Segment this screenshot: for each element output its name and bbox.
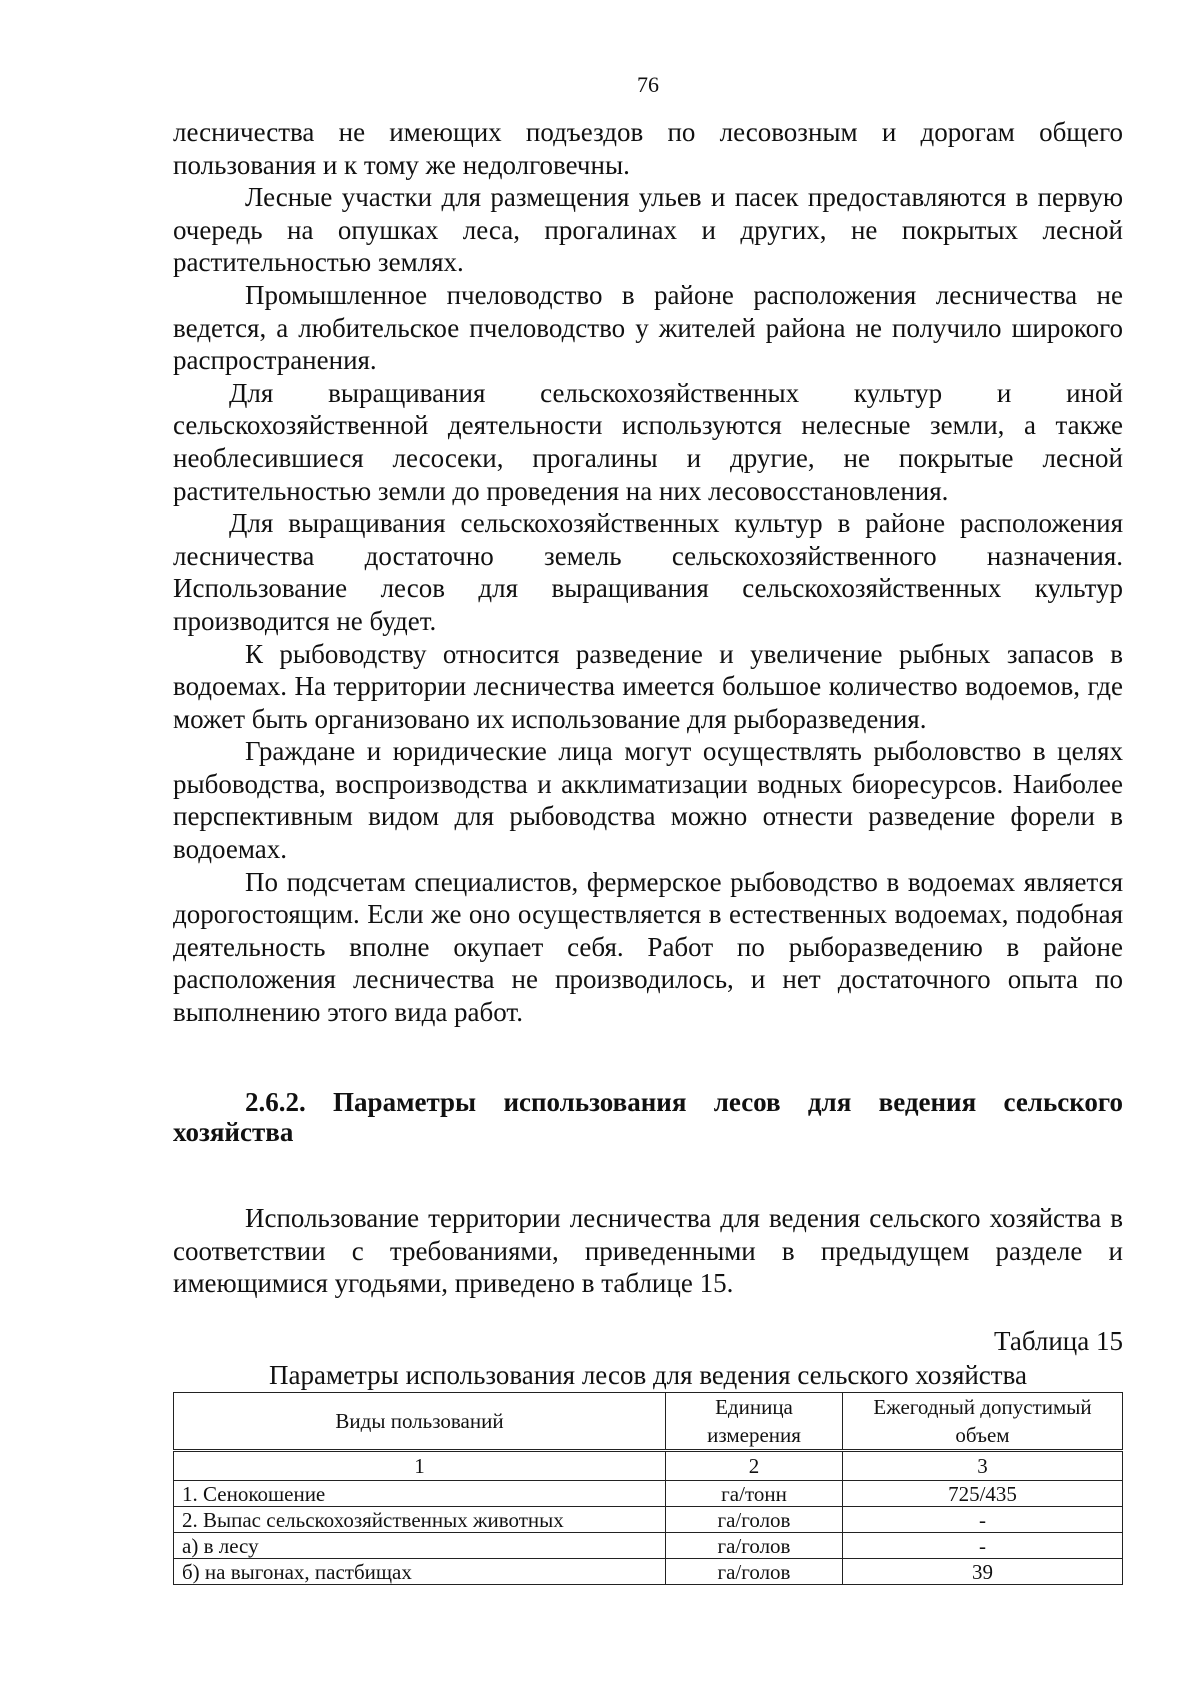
header-usage-type: Виды пользований [174,1393,666,1451]
paragraph: Лесные участки для размещения ульев и пасек предоставляются в первую очередь на опушках леса, прогалинах и других, не покрытых лесной растительностью землях. [173,182,1123,278]
table-row [174,1481,1123,1507]
paragraph: лесничества не имеющих подъездов по лесовозным и дорогам общего пользования и к тому же недолговечны. [173,117,1123,180]
paragraph: К рыбоводству относится разведение и увеличение рыбных запасов в водоемах. На территории лесничества имеется большое количество водоемов, где может быть организовано их использование для рыборазведения. [173,638,1123,734]
cell-volume: - [843,1533,1123,1559]
table-row [174,1533,1123,1559]
table-row [174,1559,1123,1585]
cell-usage-type: б) на выгонах, пастбищах [174,1559,666,1585]
table-intro-paragraph: Использование территории лесничества для ведения сельского хозяйства в соответствии с требованиями, приведенными в предыдущем разделе и имеющимися угодьями, приведено в таблице 15. [173,1203,1123,1299]
paragraph: По подсчетам специалистов, фермерское рыбоводство в водоемах является дорогостоящим. Если же оно осуществляется в естественных водоемах, подобная деятельность вполне окупает себя. Работ по рыборазведению в районе расположения лесничества не производилось, и нет достаточного опыта по выполнению этого вида работ. [173,866,1123,1028]
cell-unit: га/тонн [666,1481,843,1507]
cell-unit: га/голов [666,1559,843,1585]
table-row [174,1507,1123,1533]
table-label: Таблица 15 [994,1326,1123,1356]
cell-unit: га/голов [666,1533,843,1559]
body-text [173,116,1123,1029]
column-number: 3 [843,1451,1123,1481]
table-intro-container [173,1202,1123,1300]
cell-unit: га/голов [666,1507,843,1533]
column-number: 2 [666,1451,843,1481]
paragraph: Граждане и юридические лица могут осуществлять рыболовство в целях рыбоводства, воспроизводства и акклиматизации водных биоресурсов. Наиболее перспективным видом для рыбоводства можно отнести разведение форели в водоемах. [173,736,1123,865]
header-annual-volume: Ежегодный допустимый объем [843,1393,1123,1451]
page-number: 76 [637,72,659,97]
table-column-number-row [174,1451,1123,1481]
header-unit: Единица измерения [666,1393,843,1451]
cell-volume: - [843,1507,1123,1533]
paragraph: Для выращивания сельскохозяйственных культур в районе расположения лесничества достаточно земель сельскохозяйственного назначения. Использование лесов для выращивания сельскохозяйственных культур производится не будет. [173,508,1123,636]
paragraph: Для выращивания сельскохозяйственных культур и иной сельскохозяйственной деятельности используются нелесные земли, а также необлесившиеся лесосеки, прогалины и другие, не покрытые лесной растительностью земли до проведения на них лесовосстановления. [173,377,1123,506]
cell-usage-type: 1. Сенокошение [174,1481,666,1507]
table-caption: Параметры использования лесов для ведения сельского хозяйства [269,1360,1027,1390]
column-number: 1 [174,1451,666,1481]
cell-volume: 725/435 [843,1481,1123,1507]
cell-volume: 39 [843,1559,1123,1585]
section-heading: 2.6.2. Параметры использования лесов для ведения сельского хозяйства [173,1087,1123,1147]
table-header-row [174,1393,1123,1451]
cell-usage-type: а) в лесу [174,1533,666,1559]
parameters-table [173,1392,1123,1585]
cell-usage-type: 2. Выпас сельскохозяйственных животных [174,1507,666,1533]
paragraph: Промышленное пчеловодство в районе расположения лесничества не ведется, а любительское пчеловодство у жителей района не получило широкого распространения. [173,279,1123,376]
